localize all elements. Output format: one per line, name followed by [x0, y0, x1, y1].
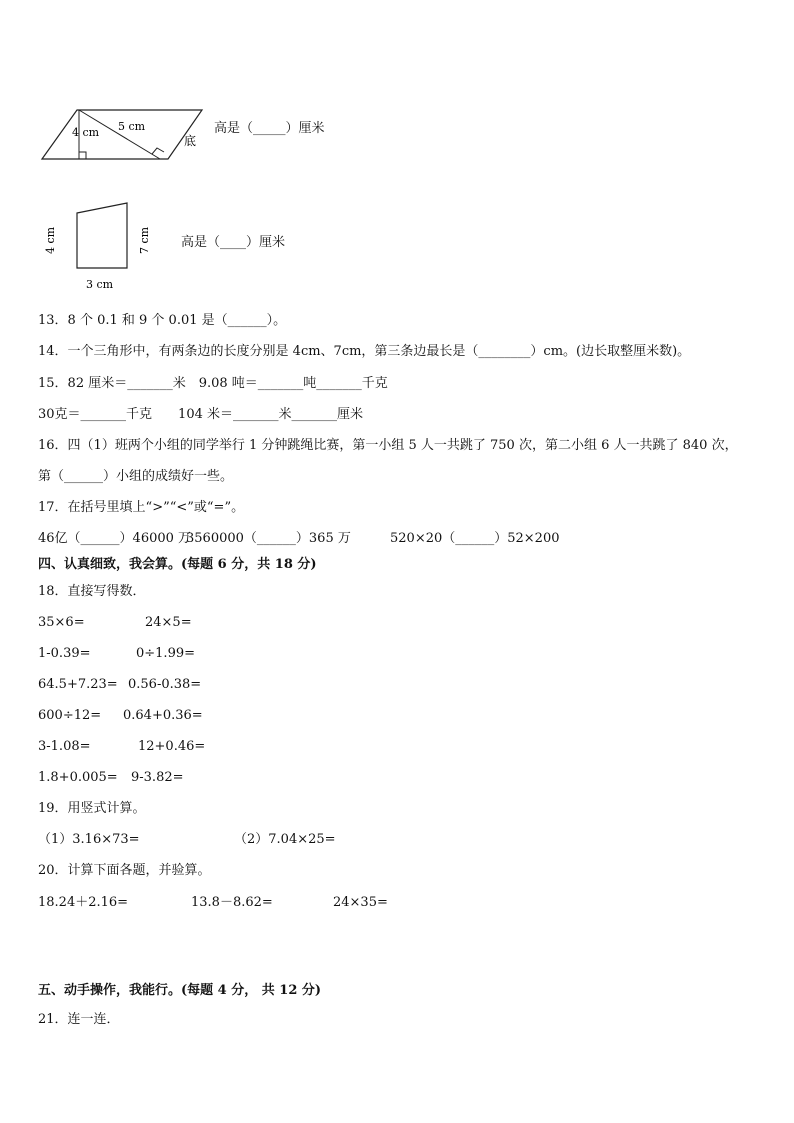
calc-18-r5-a: 3-1.08=: [38, 739, 91, 754]
calc-18-r3-a: 64.5+7.23=: [38, 677, 118, 692]
left-label: 4 cm: [44, 226, 57, 254]
parallelogram-figure: [38, 102, 208, 164]
calc-18-r2-a: 1-0.39=: [38, 646, 91, 661]
trapezoid-figure: [40, 198, 160, 294]
question-20-title: 20．计算下面各题，并验算。: [38, 863, 211, 878]
calc-18-r1-b: 24×5=: [145, 615, 192, 630]
trapezoid-question: 高是（____）厘米: [181, 235, 286, 250]
question-14: 14．一个三角形中，有两条边的长度分别是 4cm、7cm，第三条边最长是（________）cm。(边长取整厘米数)。: [38, 344, 691, 359]
calc-18-r5-b: 12+0.46=: [138, 739, 206, 754]
calc-18-r1-a: 35×6=: [38, 615, 85, 630]
question-16-line2: 第（______）小组的成绩好一些。: [38, 469, 234, 484]
bottom-label: 3 cm: [86, 278, 114, 291]
question-17-compare-a: 46亿（______）46000 万: [38, 531, 192, 546]
question-17: 17．在括号里填上“>”“<”或“=”。: [38, 500, 245, 515]
question-13: 13．8 个 0.1 和 9 个 0.01 是（______）。: [38, 313, 287, 328]
question-18-title: 18．直接写得数．: [38, 584, 146, 599]
question-16-line1: 16．四（1）班两个小组的同学举行 1 分钟跳绳比赛，第一小组 5 人一共跳了 750 次，第二小组 6 人一共跳了 840 次，: [38, 438, 738, 453]
section-5-heading: 五、动手操作，我能行。(每题 4 分， 共 12 分): [38, 983, 322, 998]
question-17-compare-b: 3560000（______）365 万: [186, 531, 351, 546]
calc-18-r6-b: 9-3.82=: [131, 770, 184, 785]
base-label: 底: [184, 134, 197, 148]
calc-18-r4-a: 600÷12=: [38, 708, 102, 723]
question-19-a: （1）3.16×73=: [38, 832, 140, 847]
question-21-title: 21．连一连．: [38, 1012, 120, 1027]
calc-18-r4-b: 0.64+0.36=: [123, 708, 203, 723]
question-17-compare-c: 520×20（______）52×200: [390, 531, 560, 546]
question-20-c: 24×35=: [333, 895, 388, 910]
side-label: 4 cm: [72, 126, 100, 139]
question-19-title: 19．用竖式计算。: [38, 801, 146, 816]
diagonal-label: 5 cm: [118, 120, 146, 133]
calc-18-r6-a: 1.8+0.005=: [38, 770, 118, 785]
question-15-line2: 30克＝_______千克 104 米＝_______米_______厘米: [38, 407, 363, 422]
question-15-line1: 15．82 厘米＝_______米 9.08 吨＝_______吨_______千克: [38, 376, 388, 391]
parallelogram-question: 高是（_____）厘米: [214, 121, 325, 136]
calc-18-r3-b: 0.56-0.38=: [128, 677, 202, 692]
right-label: 7 cm: [138, 226, 151, 254]
section-4-heading: 四、认真细致，我会算。(每题 6 分，共 18 分): [38, 557, 317, 572]
question-20-b: 13.8－8.62=: [191, 895, 273, 910]
question-20-a: 18.24＋2.16=: [38, 895, 129, 910]
question-19-b: （2）7.04×25=: [234, 832, 336, 847]
calc-18-r2-b: 0÷1.99=: [136, 646, 196, 661]
